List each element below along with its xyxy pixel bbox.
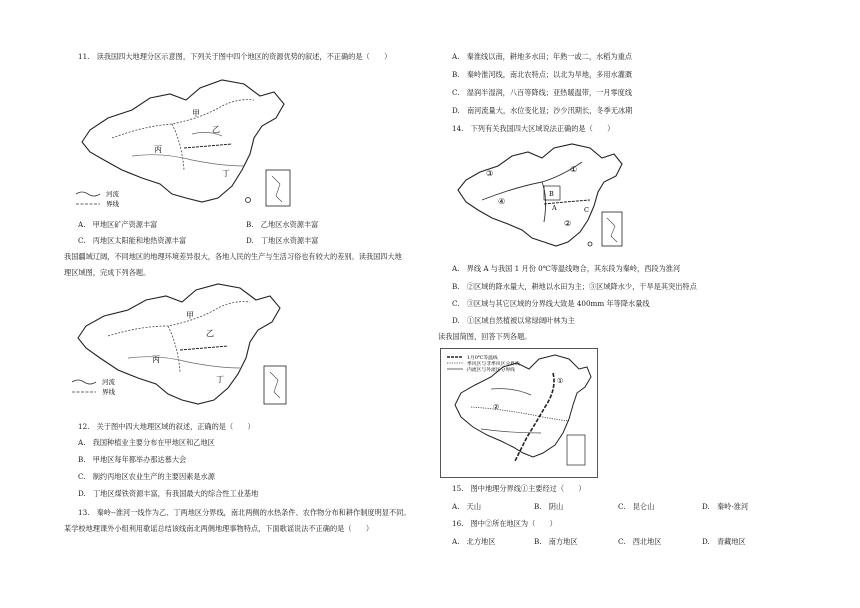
- boundary-label-1: ①: [557, 377, 564, 385]
- boundary-label-b: B: [549, 190, 554, 198]
- boundary-label-a: A: [552, 204, 557, 212]
- intro12-line2: 理区域图，完成下列各题。: [64, 268, 151, 277]
- china-four-regions-map: [452, 142, 652, 260]
- q11-option-b[interactable]: B. 乙地区水资源丰富: [246, 220, 319, 229]
- q12-option-b[interactable]: B. 甲地区每年都举办那达慕大会: [78, 455, 187, 464]
- q12-map: [68, 282, 308, 422]
- region-label-2: ②: [493, 403, 500, 411]
- china-boundaries-map: [441, 349, 597, 477]
- q16-option-d[interactable]: D. 青藏地区: [702, 537, 746, 546]
- region-label-2: ②: [564, 219, 572, 228]
- q11-option-d[interactable]: D. 丁地区水资源丰富: [246, 236, 319, 245]
- q13-option-a[interactable]: A. 秦淮线以南，耕地多水田；年熟一或二，水稻为重点: [452, 52, 632, 61]
- region-label-4: ④: [498, 197, 506, 206]
- region-label-bing: 丙: [152, 355, 160, 364]
- q12-option-a[interactable]: A. 我国种植业主要分布在甲地区和乙地区: [78, 438, 215, 447]
- q11-map: [72, 74, 312, 224]
- china-regions-map-2: [68, 282, 308, 422]
- q16-option-c[interactable]: C. 西北地区: [618, 537, 662, 546]
- q13-option-c[interactable]: C. 湿润半湿润，八百等降线；亚热暖温带，一月零度线: [452, 88, 633, 97]
- region-label-ding: 丁: [216, 375, 224, 384]
- q15-stem: 15. 图中地理分界线①主要经过（ ）: [452, 484, 586, 493]
- q12-option-d[interactable]: D. 丁地区煤铁资源丰富，有我国最大的综合性工业基地: [78, 489, 259, 498]
- intro15-line: 读我国简图，回答下列各题。: [438, 332, 532, 341]
- china-regions-map: [72, 74, 312, 224]
- legend-boundary-label: 界线: [106, 200, 119, 208]
- q16-stem: 16. 图中②所在地区为（ ）: [452, 519, 557, 528]
- q14-stem: 14. 下列有关我国四大区域说法正确的是（ ）: [452, 124, 615, 133]
- legend-item-3: 内流区与外流区分界线: [467, 368, 515, 373]
- q14-option-c[interactable]: C. ③区域与其它区域的分界线大致是 400mm 年等降水量线: [452, 299, 650, 308]
- region-label-3: ③: [486, 169, 494, 178]
- q13-option-b[interactable]: B. 秦岭淮河线，南北农特点；以北为旱地，多用水灌溉: [452, 70, 633, 79]
- region-label-jia: 甲: [186, 311, 194, 320]
- q13-stem-line2: 某学校地理课外小组利用歌谣总结该线南北两侧地理事物特点，下面歌谣说法不正确的是（ ）: [64, 524, 374, 533]
- intro12-line1: 我国疆域辽阔，不同地区的地理环境差异很大，各地人民的生产与生活习俗也有较大的差别。读我国四大地: [64, 252, 402, 261]
- q14-map: [452, 142, 652, 260]
- q13-stem-line1: 13. 秦岭--淮河一线作为乙、丁两地区分界线，南北两侧的水热条件、农作物分布和耕作制度明显不同。: [78, 508, 411, 517]
- q15-option-b[interactable]: B. 阴山: [534, 502, 564, 511]
- q14-option-d[interactable]: D. ①区域自然植被以常绿阔叶林为主: [452, 316, 575, 325]
- region-label-bing: 丙: [154, 145, 162, 154]
- region-label-yi: 乙: [212, 125, 220, 134]
- q14-option-a[interactable]: A. 界线 A 与我国 1 月份 0℃等温线吻合，其东段为秦岭，西段为淮河: [452, 264, 681, 273]
- q14-option-b[interactable]: B. ②区域的降水量大，耕地以水田为主；③区域降水少，干旱是其突出特点: [452, 282, 697, 291]
- region-label-yi: 乙: [206, 329, 214, 338]
- region-label-ding: 丁: [222, 169, 230, 178]
- legend-river-label: 河流: [102, 378, 115, 386]
- legend-boundary-label: 界线: [102, 388, 115, 396]
- boundary-label-c: C: [584, 206, 589, 214]
- q12-stem: 12. 关于图中四大地理区域的叙述，正确的是（ ）: [78, 422, 255, 431]
- q15-option-c[interactable]: C. 昆仑山: [618, 502, 655, 511]
- q13-option-d[interactable]: D. 南河流量大，水位变化显；沙少汛期长，冬季无冰期: [452, 106, 633, 115]
- region-label-1: ①: [570, 165, 578, 174]
- q15-map: [440, 348, 598, 478]
- q16-option-b[interactable]: B. 南方地区: [534, 537, 578, 546]
- q15-option-d[interactable]: D. 秦岭-淮河: [702, 502, 749, 511]
- q15-option-a[interactable]: A. 天山: [452, 502, 482, 511]
- legend-item-1: 1月0℃等温线: [467, 356, 498, 361]
- legend-item-2: 季风区与非季风区分界线: [467, 362, 520, 367]
- q11-option-a[interactable]: A. 甲地区矿产资源丰富: [78, 220, 158, 229]
- region-label-jia: 甲: [192, 109, 200, 118]
- q11-stem: 11. 读我国四大地理分区示意图，下列关于图中四个地区的资源优势的叙述，不正确的是（ ）: [78, 52, 392, 61]
- q12-option-c[interactable]: C. 制约丙地区农业生产的主要因素是水源: [78, 472, 215, 481]
- legend-river-label: 河流: [106, 190, 119, 198]
- q16-option-a[interactable]: A. 北方地区: [452, 537, 496, 546]
- q11-option-c[interactable]: C. 丙地区太阳能和地热资源丰富: [78, 236, 187, 245]
